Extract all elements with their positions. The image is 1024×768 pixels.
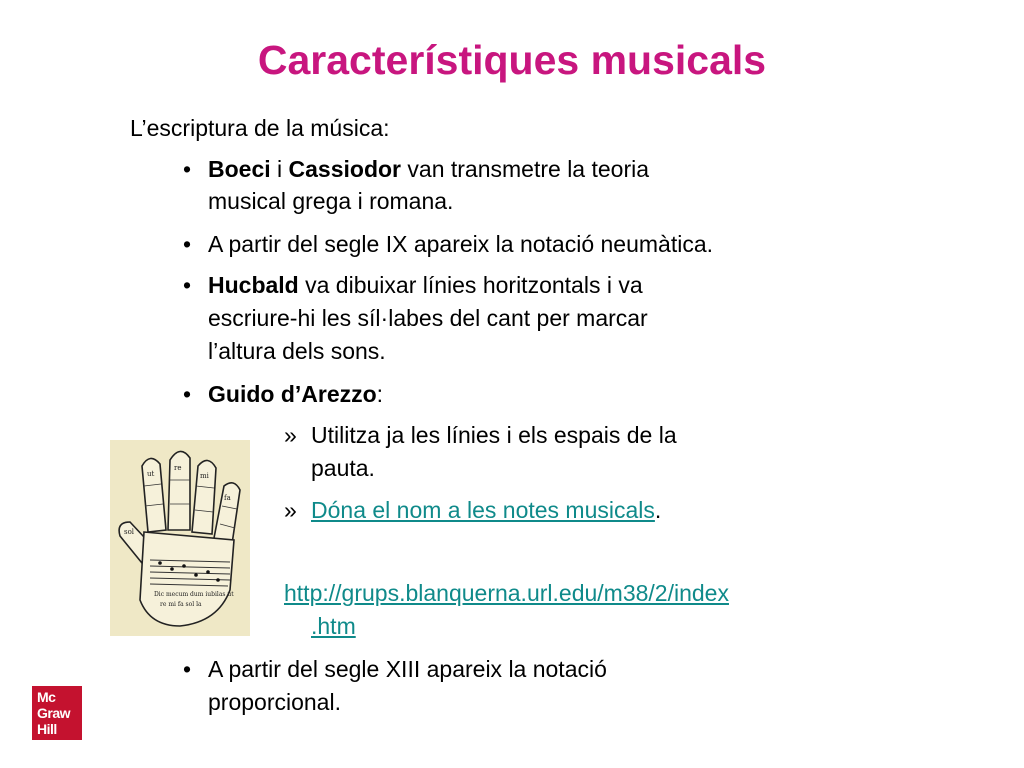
bullet-icon: • [183,381,192,407]
url-line-2[interactable] [311,609,356,643]
bullet-1-rest: van transmetre la teoria [401,156,650,182]
bullet-icon: • [183,656,192,682]
bullet-5-line-2: proporcional. [208,689,341,715]
bullet-icon: • [183,272,192,298]
sub-bullet-2-period: . [654,497,662,523]
bold-cassiodor: Cassiodor [288,156,402,182]
url-link-part-2[interactable]: .htm [311,613,356,639]
bold-guido: Guido d’Arezzo [208,381,377,407]
bullet-2-line-1: A partir del segle IX apareix la notació neumàtica. [208,231,714,257]
mcgraw-hill-logo [32,686,82,740]
bullet-3-line-2: escriure-hi les síl·labes del cant per marcar [208,305,648,331]
guidonian-hand-drawing [110,440,250,636]
url-link-part-1[interactable]: http://grups.blanquerna.url.edu/m38/2/index [284,580,729,606]
finger-syllable-1: ut [147,470,155,478]
bullet-3-rest: va dibuixar línies horitzontals i va [298,272,643,298]
bold-hucbald: Hucbald [208,272,299,298]
hand-caption-2: re mi fa sol la [160,601,202,608]
sub-bullet-icon: » [284,497,297,523]
bullet-3-line-3: l’altura dels sons. [208,338,386,364]
logo-line-3: Hill [37,721,57,737]
bold-boeci: Boeci [208,156,271,182]
bullet-icon: • [183,156,192,182]
finger-syllable-5: sol [124,528,135,536]
finger-4 [214,483,240,544]
bullet-icon: • [183,231,192,257]
sub-bullet-icon: » [284,422,297,448]
bullet-3-line-1 [208,268,643,302]
logo-line-2: Graw [37,705,71,721]
sub-bullet-2-line [311,493,661,527]
text-i: i [270,156,289,182]
sub-bullet-1-line-1: Utilitza ja les línies i els espais de la [311,422,677,448]
sub-bullet-1-line-2: pauta. [311,455,375,481]
slide-title: Característiques musicals [257,37,767,83]
bullet-4-line-1 [208,377,383,411]
bullet-1-line-1 [208,152,649,186]
bullet-4-colon: : [376,381,384,407]
bullet-1-line-2: musical grega i romana. [208,188,454,214]
guidonian-hand-image [110,440,250,636]
subtitle: L’escriptura de la música: [130,115,390,141]
finger-syllable-2: re [174,464,182,472]
url-line-1[interactable] [284,576,729,610]
finger-syllable-4: fa [224,494,231,502]
notes-musicals-link[interactable]: Dóna el nom a les notes musicals [311,497,655,523]
hand-caption-1: Dic mecum dum iubilas ut [154,591,234,598]
logo-line-1: Mc [37,689,56,705]
bullet-5-line-1: A partir del segle XIII apareix la notació [208,656,607,682]
finger-syllable-3: mi [200,472,209,480]
